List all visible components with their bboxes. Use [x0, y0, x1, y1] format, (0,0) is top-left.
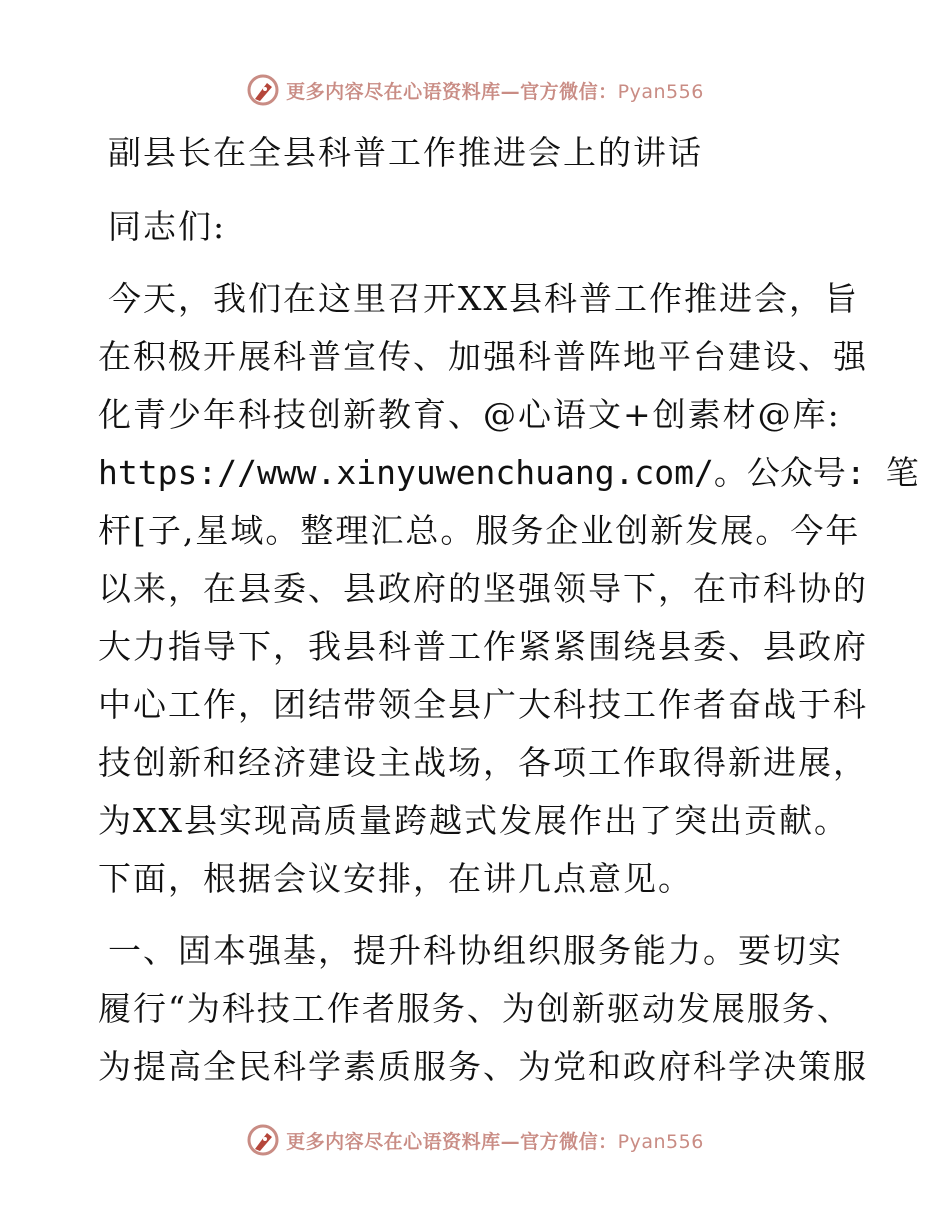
watermark-footer: [0, 1120, 950, 1160]
paragraph-line: 以来，在县委、县政府的坚强领导下，在市科协的: [98, 569, 868, 608]
paragraph-1: [98, 270, 919, 908]
pen-nib-circle-icon: [246, 1123, 280, 1157]
paragraph-line: 化青少年科技创新教育、@心语文+创素材@库:: [98, 395, 841, 434]
paragraph-line: 大力指导下，我县科普工作紧紧围绕县委、县政府: [98, 627, 868, 666]
watermark-text: 更多内容尽在心语资料库—官方微信：Pyan556: [286, 1130, 704, 1153]
paragraph-line: 履行“为科技工作者服务、为创新驱动发展服务、: [98, 989, 852, 1028]
paragraph-line: 今天，我们在这里召开XX县科普工作推进会，旨: [108, 279, 859, 318]
paragraph-line: 下面，根据会议安排，在讲几点意见。: [98, 859, 693, 898]
paragraph-line: 中心工作，团结带领全县广大科技工作者奋战于科: [98, 685, 868, 724]
watermark-header: [0, 70, 950, 110]
salutation: 同志们:: [108, 207, 227, 246]
paragraph-line: 一、固本强基，提升科协组织服务能力。要切实: [108, 931, 843, 970]
paragraph-line: https://www.xinyuwenchuang.com/。公众号: 笔: [98, 453, 919, 492]
paragraph-line: 技创新和经济建设主战场，各项工作取得新进展，: [98, 743, 868, 782]
paragraph-line: 为提高全民科学素质服务、为党和政府科学决策服: [98, 1047, 868, 1086]
pen-nib-circle-icon: [246, 73, 280, 107]
watermark-text: 更多内容尽在心语资料库—官方微信：Pyan556: [286, 80, 704, 103]
paragraph-line: 为XX县实现高质量跨越式发展作出了突出贡献。: [98, 801, 849, 840]
document-body: [98, 118, 919, 1096]
watermark-account: Pyan556: [617, 80, 704, 103]
paragraph-2: [98, 922, 868, 1096]
paragraph-line: 在积极开展科普宣传、加强科普阵地平台建设、强: [98, 337, 868, 376]
document-title: 副县长在全县科普工作推进会上的讲话: [108, 133, 703, 172]
watermark-account: Pyan556: [617, 1130, 704, 1153]
paragraph-line: 杆[子,星域。整理汇总。服务企业创新发展。今年: [98, 511, 861, 550]
